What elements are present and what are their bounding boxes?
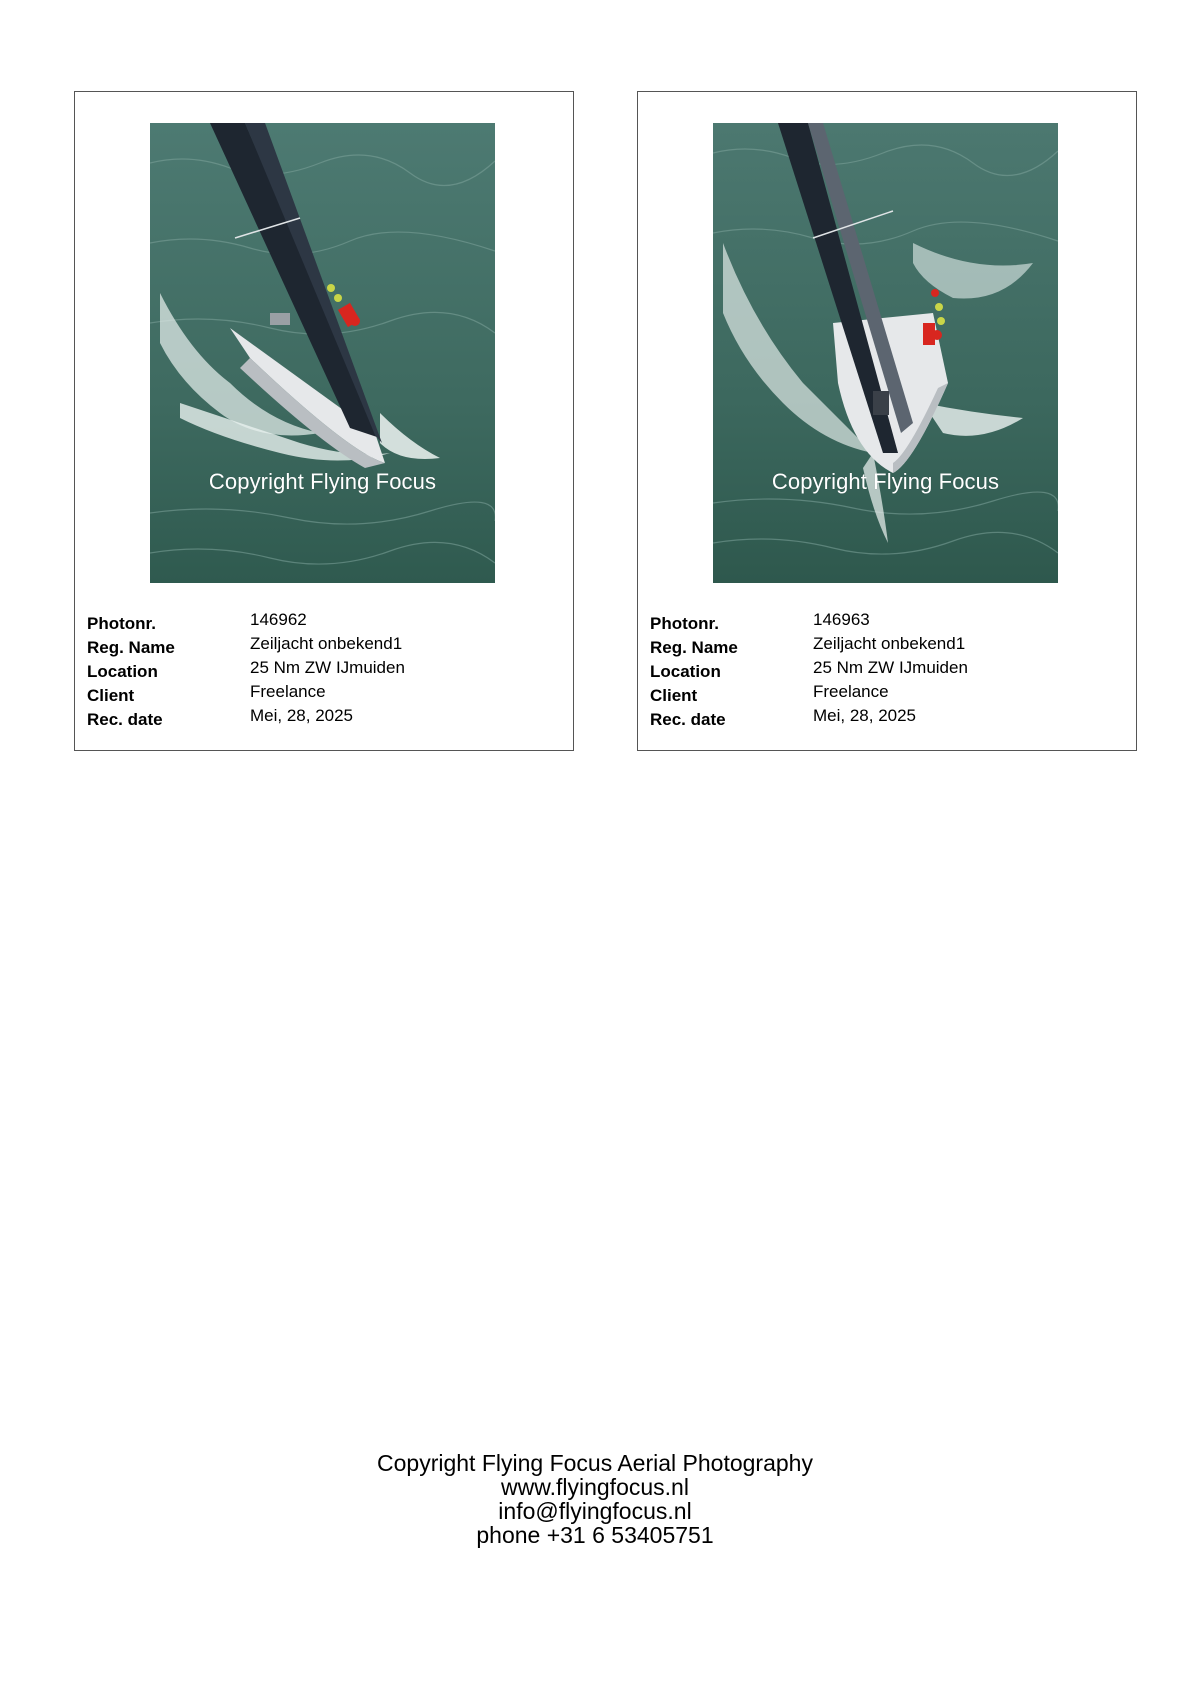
photo-card-146962 <box>74 91 574 751</box>
meta-row-client <box>650 682 1120 706</box>
meta-label: Reg. Name <box>650 638 738 657</box>
meta-row-photonr <box>87 610 557 634</box>
meta-value: 146962 <box>250 610 307 629</box>
meta-value: Zeiljacht onbekend1 <box>250 634 403 653</box>
meta-label: Rec. date <box>650 710 726 729</box>
copyright-watermark: Copyright Flying Focus <box>771 469 1000 494</box>
meta-row-location <box>87 658 557 682</box>
photo-card-146963 <box>637 91 1137 751</box>
footer-website-link[interactable]: www.flyingfocus.nl <box>501 1474 689 1500</box>
meta-row-client <box>87 682 557 706</box>
meta-row-location <box>650 658 1120 682</box>
meta-value: Mei, 28, 2025 <box>813 706 917 725</box>
footer-phone: phone +31 6 53405751 <box>476 1522 714 1548</box>
photo-metadata <box>87 610 557 730</box>
meta-value: 25 Nm ZW IJmuiden <box>813 658 968 677</box>
meta-row-photonr <box>650 610 1120 634</box>
sailboat-image <box>713 123 1058 583</box>
meta-row-reg-name <box>87 634 557 658</box>
meta-value: Mei, 28, 2025 <box>250 706 354 725</box>
meta-label: Location <box>650 662 721 681</box>
sailboat-photo <box>150 123 495 583</box>
meta-value: 25 Nm ZW IJmuiden <box>250 658 405 677</box>
meta-label: Client <box>87 686 135 705</box>
meta-value: Freelance <box>813 682 889 701</box>
meta-value: Zeiljacht onbekend1 <box>813 634 966 653</box>
meta-row-rec-date <box>650 706 1120 730</box>
sailboat-image <box>150 123 495 583</box>
footer-email-link[interactable]: info@flyingfocus.nl <box>498 1498 692 1524</box>
meta-label: Client <box>650 686 698 705</box>
meta-label: Reg. Name <box>87 638 175 657</box>
page-footer <box>0 1451 1190 1547</box>
sailboat-photo <box>713 123 1058 583</box>
meta-value: Freelance <box>250 682 326 701</box>
copyright-watermark: Copyright Flying Focus <box>208 469 437 494</box>
meta-row-reg-name <box>650 634 1120 658</box>
photo-metadata <box>650 610 1120 730</box>
meta-label: Photonr. <box>87 614 156 633</box>
meta-label: Location <box>87 662 158 681</box>
footer-copyright: Copyright Flying Focus Aerial Photography <box>377 1450 813 1476</box>
meta-label: Rec. date <box>87 710 163 729</box>
meta-row-rec-date <box>87 706 557 730</box>
meta-label: Photonr. <box>650 614 719 633</box>
meta-value: 146963 <box>813 610 870 629</box>
